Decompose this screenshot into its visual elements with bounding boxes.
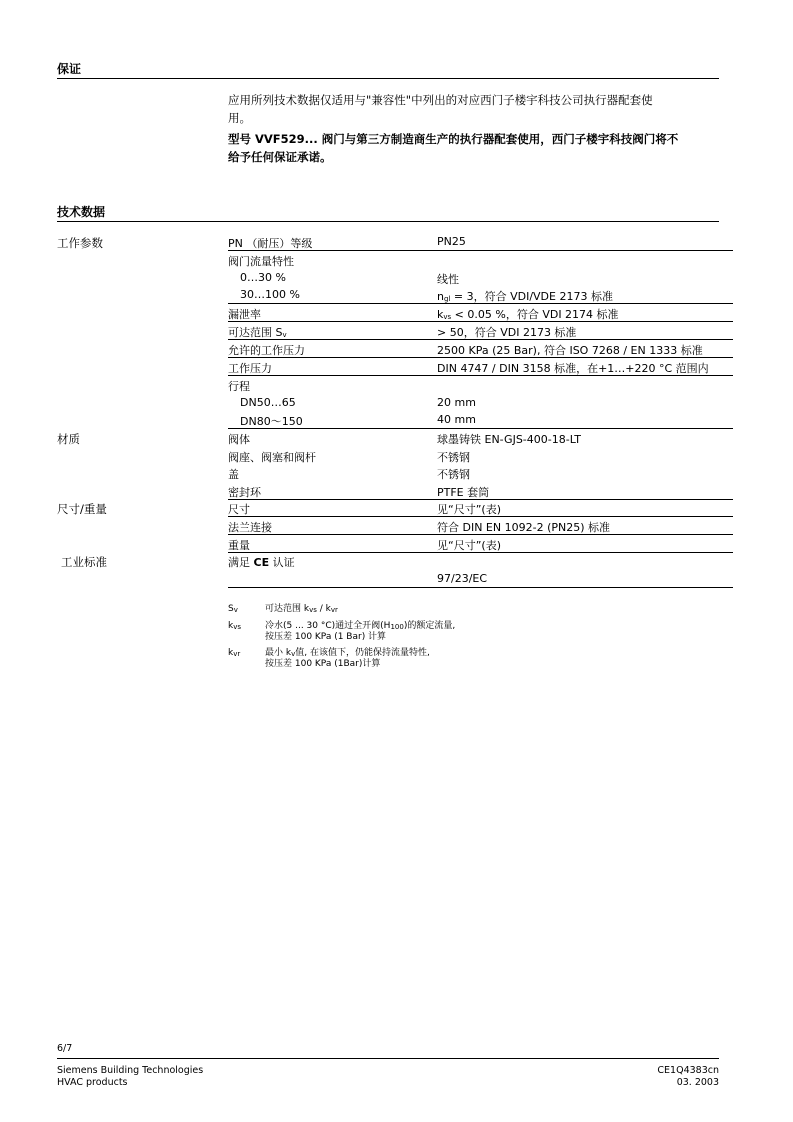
row-label: 阀体 bbox=[228, 433, 250, 446]
table-row bbox=[228, 517, 733, 535]
footnote-symbol: $k_{vr}$ bbox=[228, 648, 241, 658]
row-value: 40 mm bbox=[437, 413, 476, 426]
table-row bbox=[228, 552, 733, 569]
page-number: 6/7 bbox=[57, 1043, 73, 1054]
row-value: 线性 bbox=[437, 273, 459, 286]
footnote-text: 冷水(5 ... 30 °C)通过全开阀$(H_{100})$的额定流量, 按压差 100 KPa (1 Bar) 计算 bbox=[265, 621, 456, 642]
table-row bbox=[228, 358, 733, 376]
row-label: 密封环 bbox=[228, 486, 261, 499]
table-row bbox=[228, 376, 733, 393]
table-row bbox=[228, 464, 733, 481]
table-row bbox=[228, 340, 733, 358]
table-row bbox=[228, 499, 733, 517]
table-row bbox=[228, 322, 733, 340]
table-row bbox=[228, 269, 733, 286]
table-row bbox=[228, 233, 733, 251]
table-row bbox=[228, 394, 733, 411]
row-label: 允许的工作压力 bbox=[228, 344, 305, 357]
row-label: 漏泄率 bbox=[228, 308, 261, 321]
row-label: 法兰连接 bbox=[228, 521, 272, 534]
footer-divider bbox=[57, 1058, 719, 1059]
warranty-divider bbox=[57, 78, 719, 79]
group-standards: 工业标准 bbox=[61, 555, 107, 569]
row-value: 不锈钢 bbox=[437, 468, 470, 481]
warranty-paragraph bbox=[228, 91, 718, 127]
table-row bbox=[228, 411, 733, 429]
table-row bbox=[228, 286, 733, 304]
row-label: 阀门流量特性 bbox=[228, 255, 294, 268]
footer-doc-info: CE1Q4383cn 03. 2003 bbox=[657, 1065, 719, 1088]
table-row bbox=[228, 304, 733, 322]
row-label: 工作压力 bbox=[228, 362, 272, 375]
group-materials: 材质 bbox=[57, 432, 80, 446]
row-value: 2500 KPa (25 Bar), 符合 ISO 7268 / EN 1333 标准 bbox=[437, 344, 703, 357]
row-label: DN80～150 bbox=[240, 415, 303, 428]
table-row bbox=[228, 447, 733, 464]
disclaimer-line: 给予任何保证承诺。 bbox=[228, 150, 332, 164]
row-label: PN （耐压）等级 bbox=[228, 237, 313, 250]
warranty-disclaimer bbox=[228, 130, 718, 166]
table-row bbox=[228, 535, 733, 553]
warranty-line: 用。 bbox=[228, 111, 251, 125]
table-row bbox=[228, 251, 733, 268]
row-label: 30…100 % bbox=[240, 288, 300, 301]
row-value: PN25 bbox=[437, 235, 466, 248]
row-label: 盖 bbox=[228, 468, 239, 481]
row-label: 尺寸 bbox=[228, 503, 250, 516]
footnote-text: 最小 $k_v$值, 在该值下，仍能保持流量特性, 按压差 100 KPa (1Bar)计算 bbox=[265, 648, 430, 669]
table-row bbox=[228, 570, 733, 588]
row-value: 见“尺寸”(表) bbox=[437, 503, 501, 516]
row-value: 符合 DIN EN 1092-2 (PN25) 标准 bbox=[437, 521, 611, 534]
row-value: $n_{gl} = 3$，符合 VDI/VDE 2173 标准 bbox=[437, 290, 613, 303]
table-row bbox=[228, 482, 733, 500]
warranty-title: 保证 bbox=[57, 62, 82, 76]
row-value: 不锈钢 bbox=[437, 451, 470, 464]
tech-divider bbox=[57, 221, 719, 222]
table-row bbox=[228, 429, 733, 446]
warranty-line: 应用所列技术数据仅适用与"兼容性"中列出的对应西门子楼宇科技公司执行器配套使 bbox=[228, 93, 653, 107]
row-value: 见“尺寸”(表) bbox=[437, 539, 501, 552]
row-value: 20 mm bbox=[437, 396, 476, 409]
disclaimer-line: 型号 VVF529... 阀门与第三方制造商生产的执行器配套使用，西门子楼宇科技阀门将不 bbox=[228, 132, 679, 146]
row-value: PTFE 套筒 bbox=[437, 486, 490, 499]
row-value: DIN 4747 / DIN 3158 标准，在+1…+220 °C 范围内 bbox=[437, 362, 709, 375]
row-label: 重量 bbox=[228, 539, 250, 552]
row-label: DN50…65 bbox=[240, 396, 296, 409]
footnote-symbol: $S_v$ bbox=[228, 604, 238, 614]
row-label: 可达范围 $S_v$ bbox=[228, 326, 287, 339]
row-label: 0…30 % bbox=[240, 271, 286, 284]
row-value: $k_{vs} < 0.05$ %，符合 VDI 2174 标准 bbox=[437, 308, 619, 321]
row-value: 97/23/EC bbox=[437, 572, 488, 585]
row-value: > 50，符合 VDI 2173 标准 bbox=[437, 326, 577, 339]
footnote-text: 可达范围 $k_{vs} / k_{vr}$ bbox=[265, 604, 338, 614]
footnote-symbol: $k_{vs}$ bbox=[228, 621, 242, 631]
footer-company: Siemens Building Technologies HVAC products bbox=[57, 1065, 204, 1088]
group-operating: 工作参数 bbox=[57, 236, 103, 250]
tech-title: 技术数据 bbox=[57, 205, 106, 219]
row-label: 满足 CE 认证 bbox=[228, 556, 295, 569]
row-value: 球墨铸铁 EN-GJS-400-18-LT bbox=[437, 433, 582, 446]
group-dimensions: 尺寸/重量 bbox=[57, 502, 107, 516]
row-label: 阀座、阀塞和阀杆 bbox=[228, 451, 316, 464]
row-label: 行程 bbox=[228, 380, 250, 393]
